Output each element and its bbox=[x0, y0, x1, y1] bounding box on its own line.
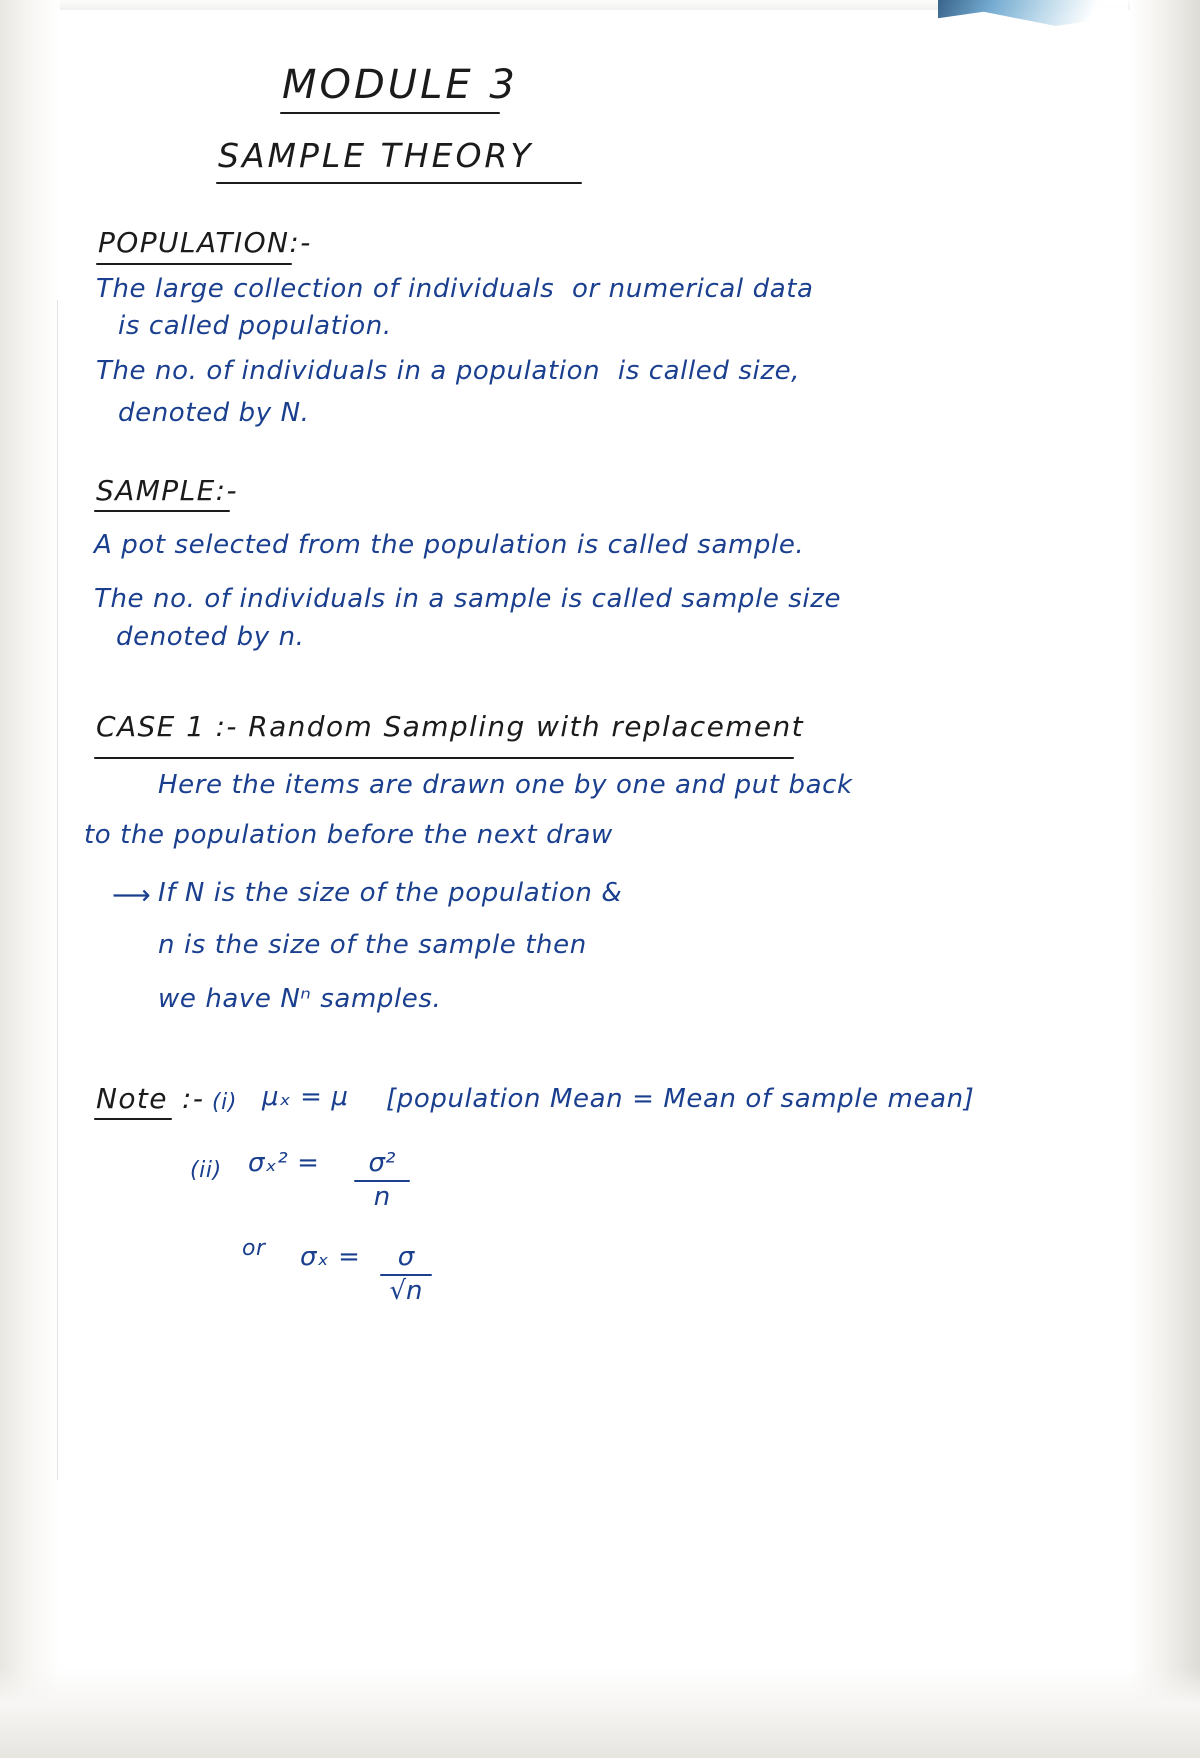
note-item-1-marker: (i) bbox=[212, 1090, 238, 1115]
note-item-3-fraction bbox=[380, 1244, 432, 1306]
population-line-2: is called population. bbox=[118, 311, 392, 341]
case1-line-5: we have Nⁿ samples. bbox=[158, 984, 442, 1014]
page-spine-line bbox=[57, 300, 58, 1480]
note-label-underline bbox=[94, 1118, 172, 1120]
note-item-3-denominator: √n bbox=[389, 1276, 423, 1307]
sample-line-3: denoted by n. bbox=[116, 622, 305, 652]
case1-line-1: Here the items are drawn one by one and put back bbox=[158, 770, 853, 800]
page-left-edge-shadow bbox=[0, 0, 60, 1758]
page-right-edge-shadow bbox=[1130, 0, 1200, 1758]
document-subtitle: SAMPLE THEORY bbox=[218, 136, 534, 175]
note-item-3-lhs: σₓ = bbox=[300, 1242, 361, 1272]
note-item-1-bracket: [population Mean = Mean of sample mean] bbox=[386, 1084, 975, 1114]
note-item-2-fraction bbox=[354, 1150, 410, 1212]
sample-line-2: The no. of individuals in a sample is called sample size bbox=[94, 584, 842, 614]
case1-heading-underline bbox=[94, 757, 794, 759]
note-item-2-numerator: σ² bbox=[368, 1148, 396, 1178]
document-title: MODULE 3 bbox=[282, 62, 518, 108]
sample-line-1: A pot selected from the population is called sample. bbox=[94, 530, 805, 560]
case1-line-4: n is the size of the sample then bbox=[158, 930, 587, 960]
population-line-3: The no. of individuals in a population is called size, bbox=[96, 356, 801, 386]
note-item-2-denominator: n bbox=[373, 1182, 391, 1213]
arrow-icon: ⟶ bbox=[112, 880, 152, 911]
title-underline bbox=[280, 112, 500, 114]
note-separator: :- bbox=[182, 1082, 205, 1115]
case1-line-3: If N is the size of the population & bbox=[158, 878, 623, 908]
section-heading-population: POPULATION:- bbox=[98, 226, 312, 259]
note-item-3-numerator: σ bbox=[397, 1242, 415, 1272]
population-line-1: The large collection of individuals or numerical data bbox=[96, 274, 814, 304]
note-item-3-marker: or bbox=[242, 1236, 266, 1261]
case1-line-2: to the population before the next draw bbox=[84, 820, 613, 850]
population-heading-underline bbox=[96, 263, 292, 265]
subtitle-underline bbox=[216, 182, 582, 184]
note-item-2-marker: (ii) bbox=[190, 1158, 222, 1183]
page-bottom-edge-shadow bbox=[0, 1668, 1200, 1758]
section-heading-sample: SAMPLE:- bbox=[96, 474, 238, 507]
sample-heading-underline bbox=[94, 510, 230, 512]
note-item-1-equation: μₓ = μ bbox=[262, 1082, 349, 1112]
note-item-2-lhs: σₓ² = bbox=[248, 1148, 320, 1178]
note-label: Note bbox=[96, 1082, 168, 1115]
population-line-4: denoted by N. bbox=[118, 398, 310, 428]
section-heading-case1: CASE 1 :- Random Sampling with replacement bbox=[96, 710, 805, 743]
